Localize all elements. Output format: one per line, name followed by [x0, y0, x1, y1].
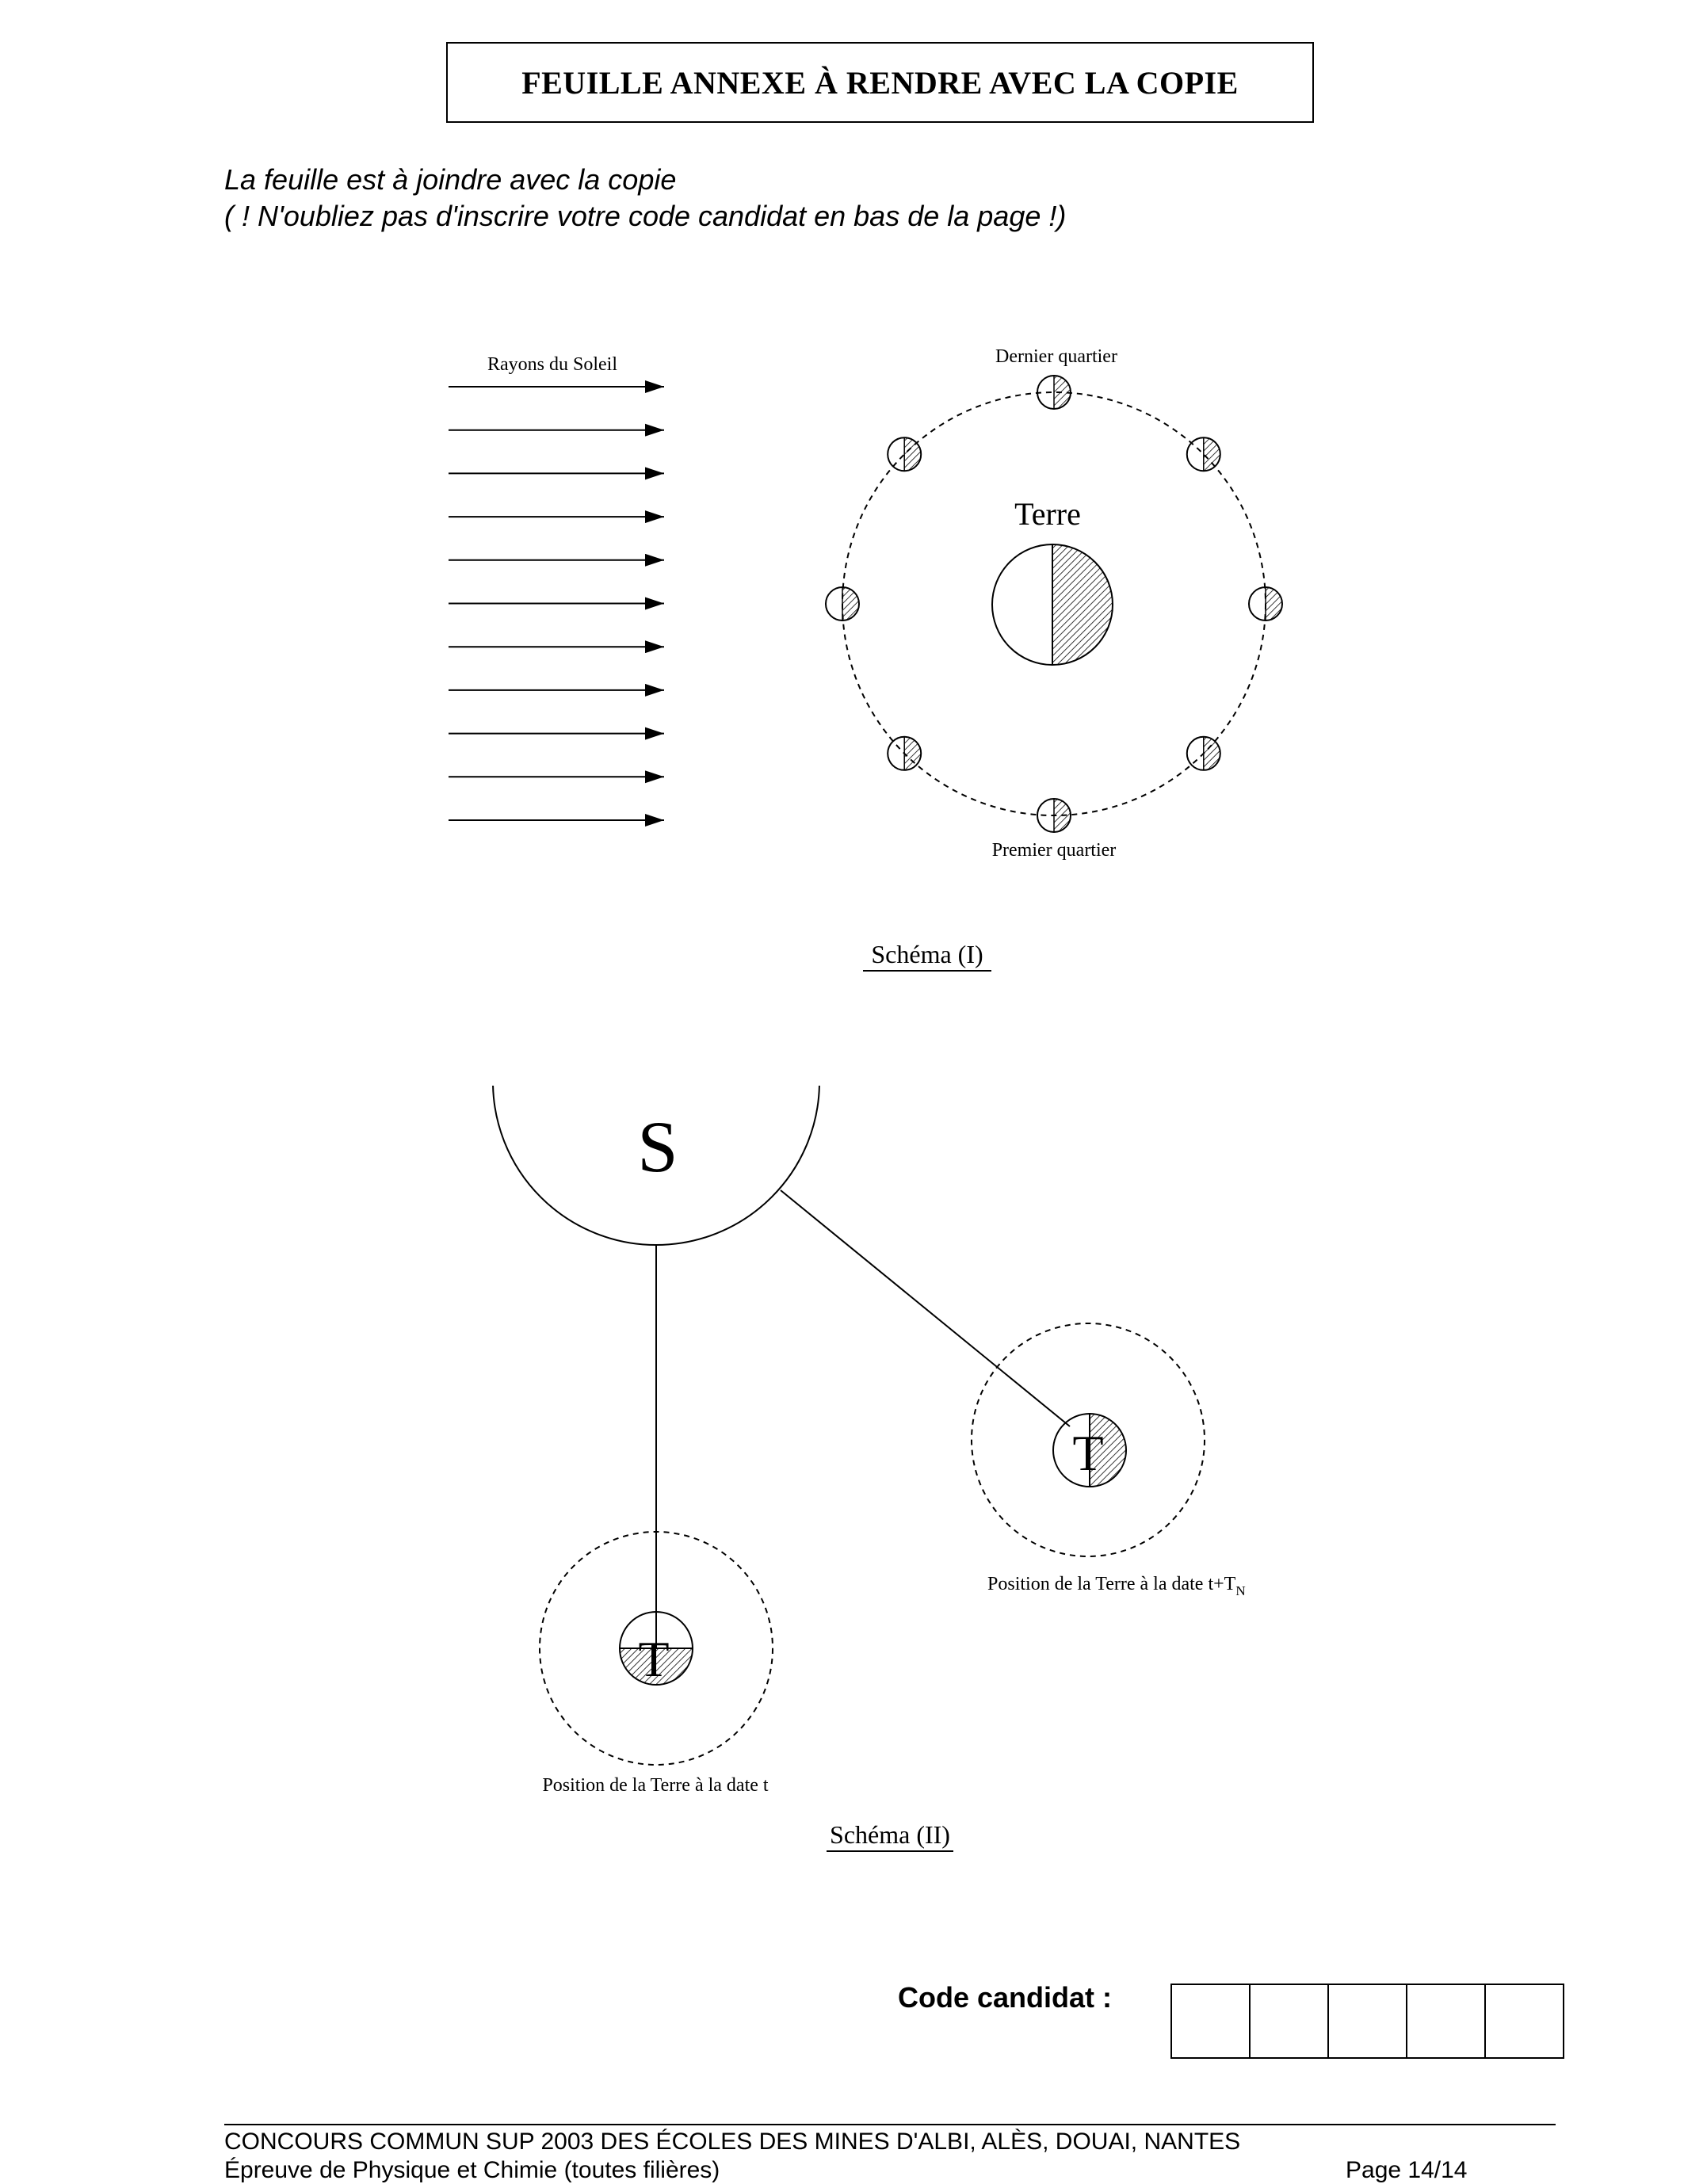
sun-rays-label: Rayons du Soleil [487, 354, 618, 375]
footer-divider [224, 2124, 1556, 2125]
position-tn-label-group [987, 1574, 1246, 1598]
candidate-code-box[interactable] [1329, 1985, 1407, 2057]
moon [826, 587, 859, 620]
sun [493, 918, 819, 1245]
candidate-code-label: Code candidat : [898, 1981, 1113, 2014]
schema-1 [449, 346, 1282, 971]
position-t-label: Position de la Terre à la date t [542, 1775, 769, 1796]
footer-page-number: Page 14/14 [1346, 2157, 1468, 2183]
instruction-line-2: ( ! N'oubliez pas d'inscrire votre code candidat en bas de la page !) [224, 200, 1067, 232]
earth-symbol-t: T [638, 1631, 670, 1687]
candidate-code-box[interactable] [1407, 1985, 1486, 2057]
last-quarter-label: Dernier quartier [995, 346, 1117, 367]
footer-exam-subject: Épreuve de Physique et Chimie (toutes filières) [224, 2157, 720, 2183]
moon [888, 737, 921, 770]
moon [1187, 437, 1220, 471]
moon [1037, 376, 1071, 409]
earth [992, 544, 1113, 665]
moon [888, 437, 921, 471]
moon [1187, 737, 1220, 770]
first-quarter-label: Premier quartier [991, 840, 1117, 861]
sun-earth-line-tn [781, 1190, 1070, 1426]
schema-2-caption: Schéma (II) [830, 1820, 950, 1849]
candidate-code-box[interactable] [1486, 1985, 1563, 2057]
position-tn-subscript: N [1235, 1583, 1246, 1598]
sun-label: S [637, 1106, 678, 1187]
instruction-line-1: La feuille est à joindre avec la copie [224, 163, 677, 196]
schema-2 [493, 918, 1246, 1851]
candidate-code-box[interactable] [1172, 1985, 1251, 2057]
schema-1-caption: Schéma (I) [871, 940, 983, 968]
moon [1249, 587, 1282, 620]
earth-symbol-tn: T [1072, 1425, 1104, 1481]
earth-label: Terre [1014, 496, 1081, 532]
candidate-code-box[interactable] [1251, 1985, 1329, 2057]
sun-rays [449, 387, 664, 820]
position-tn-label: Position de la Terre à la date t+T [987, 1574, 1236, 1594]
candidate-code-boxes [1170, 1984, 1564, 2059]
footer-exam-title: CONCOURS COMMUN SUP 2003 DES ÉCOLES DES MINES D'ALBI, ALÈS, DOUAI, NANTES [224, 2129, 1241, 2155]
page-title: FEUILLE ANNEXE À RENDRE AVEC LA COPIE [521, 64, 1239, 101]
